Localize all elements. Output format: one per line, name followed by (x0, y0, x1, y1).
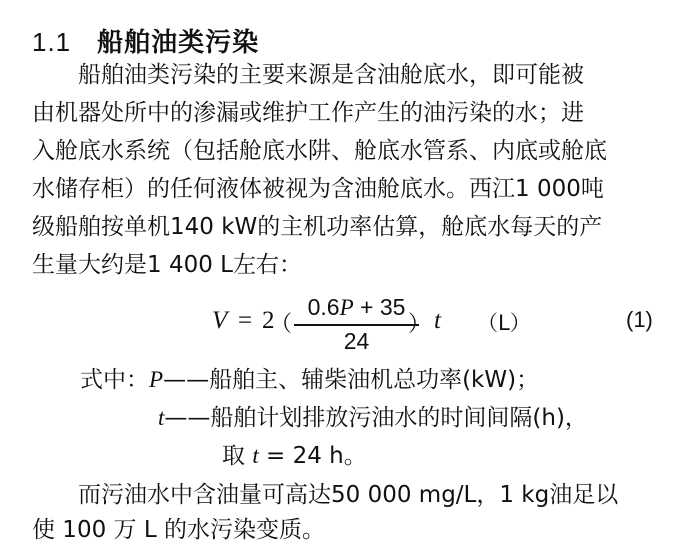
paragraph1-line-3: 入舱底水系统（包括舱底水阱、舱底水管系、内底或舱底 (32, 138, 607, 164)
equation-lhs: V (212, 307, 228, 334)
equation-number: (1) (626, 307, 653, 332)
definition-t-text: ——船舶计划排放污油水的时间间隔(h)， (164, 405, 588, 431)
equation-1 (212, 293, 672, 353)
paragraph1-line-2: 由机器处所中的渗漏或维护工作产生的油污染的水；进 (32, 100, 584, 126)
section-heading (32, 22, 259, 59)
equation-right-paren: ） (408, 312, 431, 337)
definition-t-var: t (158, 405, 165, 430)
section-number: 1.1 (32, 27, 72, 57)
definition-t (158, 403, 588, 433)
take-post: = 24 h。 (258, 443, 367, 469)
numerator-var: P (339, 295, 354, 320)
paragraph2-line-1: 而污油水中含油量可高达50 000 mg/L，1 kg油足以 (78, 482, 619, 508)
paragraph1-line-6: 生量大约是1 400 L左右： (32, 252, 302, 278)
equation-equals: = (238, 307, 253, 334)
take-var: t (252, 443, 259, 468)
paragraph1-line-5: 级船舶按单机140 kW的主机功率估算，舱底水每天的产 (32, 214, 603, 240)
equation-denominator: 24 (343, 328, 370, 354)
numerator-coef: 0.6 (307, 294, 340, 320)
definition-p (80, 365, 539, 395)
definition-prefix: 式中： (80, 367, 149, 393)
section-title: 船舶油类污染 (97, 28, 260, 58)
definition-p-var: P (149, 367, 164, 392)
equation-coefficient: 2 (262, 307, 275, 334)
equation-left-paren: （ (270, 312, 293, 337)
take-pre: 取 (222, 443, 253, 469)
paragraph2-line-2: 使 100 万 L 的水污染变质。 (32, 517, 325, 543)
paragraph1-line-1: 船舶油类污染的主要来源是含油舱底水，即可能被 (78, 62, 584, 88)
paragraph1-line-4: 水储存柜）的任何液体被视为含油舱底水。西江1 000吨 (32, 176, 604, 202)
definition-p-text: ——船舶主、辅柴油机总功率(kW)； (163, 367, 540, 393)
fraction-bar (294, 324, 419, 326)
equation-fraction (294, 293, 419, 354)
equation-numerator (294, 293, 419, 322)
definition-take (222, 441, 367, 471)
numerator-rest: + 35 (353, 294, 406, 320)
equation-unit: （L） (477, 311, 531, 335)
equation-t-var: t (434, 307, 441, 334)
